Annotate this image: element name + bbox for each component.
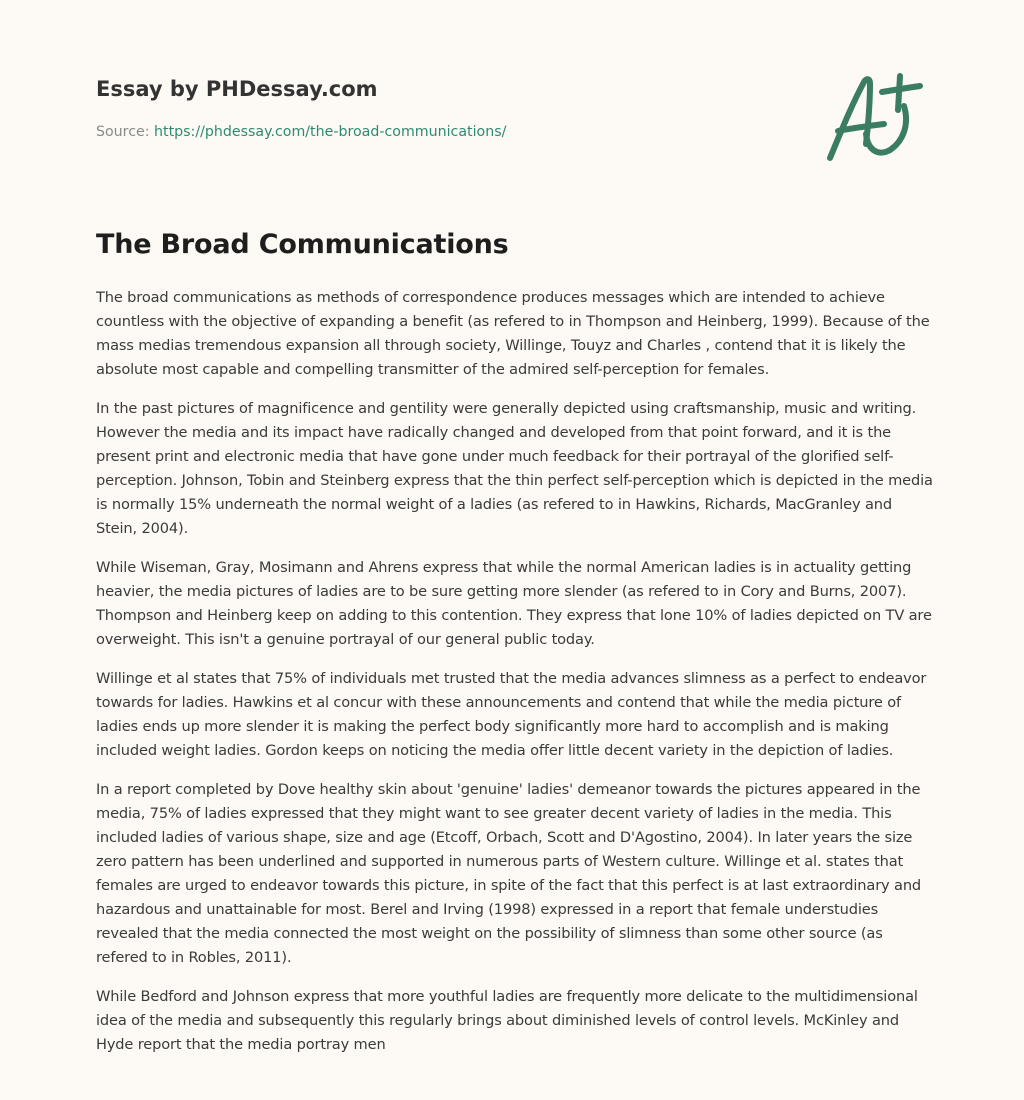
essay-paragraph: In a report completed by Dove healthy skin about 'genuine' ladies' demeanor towards the pictures appeared in the media, 75% of ladies expressed that they might want to see greater decent variety of ladies in the media. This included ladies of various shape, size and age (Etcoff, Orbach, Scott and D'Agostino, 2004). In later years the size zero pattern has been underlined and supported in numerous parts of Western culture. Willinge et al. states that females are urged to endeavor towards this picture, in spite of the fact that this perfect is at last extraordinary and hazardous and unattainable for most. Berel and Irving (1998) expressed in a report that female understudies revealed that the media connected the most weight on the possibility of slimness than some other source (as refered to in Robles, 2011). xyxy=(96,781,922,966)
a-plus-grade-icon xyxy=(818,64,930,168)
site-title: Essay by PHDessay.com xyxy=(96,77,378,101)
essay-title: The Broad Communications xyxy=(96,229,509,260)
page-header xyxy=(96,74,796,142)
source-line xyxy=(96,122,796,142)
essay-paragraph: In the past pictures of magnificence and gentility were generally depicted using craftsmanship, music and writing. However the media and its impact have radically changed and developed from that point forward, and it is the present print and electronic media that have gone under much feedback for their portrayal of the glorified self-perception. Johnson, Tobin and Steinberg express that the thin perfect self-perception which is depicted in the media is normally 15% underneath the normal weight of a ladies (as refered to in Hawkins, Richards, MacGranley and Stein, 2004). xyxy=(96,400,933,537)
source-label: Source: xyxy=(96,124,155,140)
essay-paragraph: While Wiseman, Gray, Mosimann and Ahrens express that while the normal American ladies is in actuality getting heavier, the media pictures of ladies are to be sure getting more slender (as refered to in Cory and Burns, 2007). Thompson and Heinberg keep on adding to this contention. They express that lone 10% of ladies depicted on TV are overweight. This isn't a genuine portrayal of our general public today. xyxy=(96,559,932,648)
source-link[interactable]: https://phdessay.com/the-broad-communications/ xyxy=(154,124,507,140)
essay-paragraph: Willinge et al states that 75% of individuals met trusted that the media advances slimness as a perfect to endeavor towards for ladies. Hawkins et al concur with these announcements and contend that while the media picture of ladies ends up more slender it is making the perfect body significantly more hard to accomplish and is making included weight ladies. Gordon keeps on noticing the media offer little decent variety in the depiction of ladies. xyxy=(96,670,927,759)
essay-paragraph: The broad communications as methods of correspondence produces messages which are intended to achieve countless with the objective of expanding a benefit (as refered to in Thompson and Heinberg, 1999). Because of the mass medias tremendous expansion all through society, Willinge, Touyz and Charles , contend that it is likely the absolute most capable and compelling transmitter of the admired self-perception for females. xyxy=(96,289,930,378)
essay-paragraph: While Bedford and Johnson express that more youthful ladies are frequently more delicate to the multidimensional idea of the media and subsequently this regularly brings about diminished levels of control levels. McKinley and Hyde report that the media portray men xyxy=(96,988,918,1053)
essay-body xyxy=(96,286,934,1072)
